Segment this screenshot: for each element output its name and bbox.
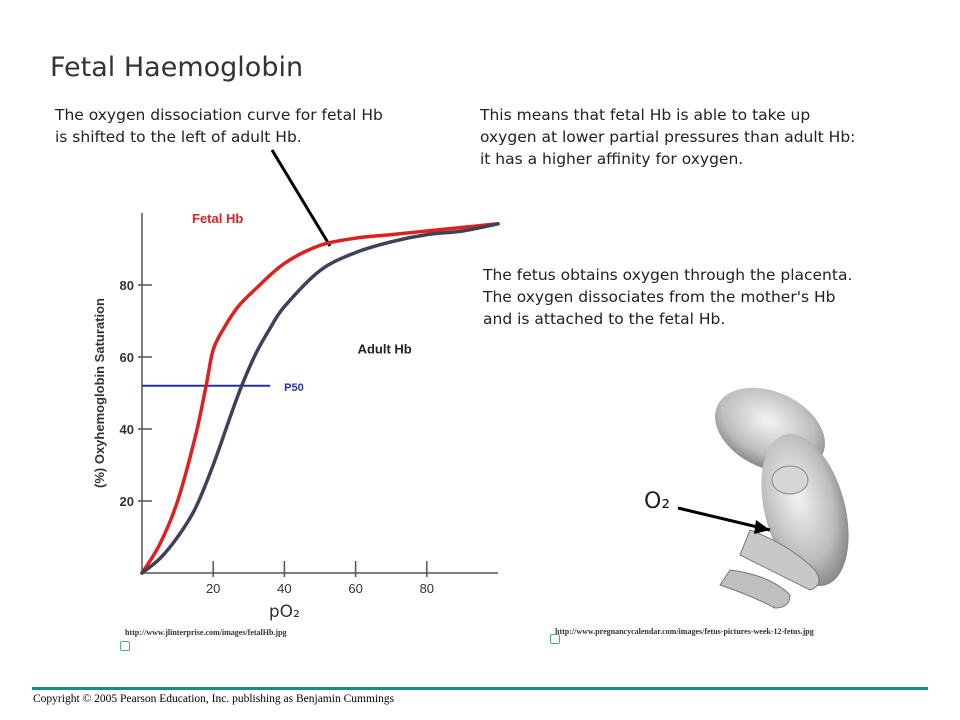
slide-title: Fetal Haemoglobin bbox=[50, 52, 304, 83]
footer-divider bbox=[32, 687, 928, 690]
paragraph-line: is shifted to the left of adult Hb. bbox=[55, 128, 302, 146]
series-label-adult: Adult Hb bbox=[357, 341, 412, 357]
y-tick-label: 20 bbox=[119, 494, 134, 509]
link-icon bbox=[120, 641, 130, 651]
chart-series-group bbox=[142, 224, 498, 573]
oxygen-dissociation-chart bbox=[80, 185, 510, 625]
fetus-illustration bbox=[640, 380, 860, 620]
paragraph-line: oxygen at lower partial pressures than adult Hb: bbox=[480, 128, 856, 146]
y-tick-label: 40 bbox=[119, 422, 134, 437]
o2-label: O₂ bbox=[644, 489, 671, 514]
x-axis-title: pO₂ bbox=[268, 602, 300, 622]
paragraph-line: The oxygen dissociation curve for fetal Hb bbox=[55, 106, 383, 124]
paragraph-line: The fetus obtains oxygen through the placenta. bbox=[483, 266, 853, 284]
x-tick-label: 40 bbox=[277, 581, 292, 596]
y-tick-label: 80 bbox=[119, 278, 134, 293]
y-axis-title: (%) Oxyhemoglobin Saturation bbox=[92, 298, 107, 488]
y-tick-label: 60 bbox=[119, 350, 134, 365]
adult-hb-curve bbox=[142, 224, 498, 573]
copyright-text: Copyright © 2005 Pearson Education, Inc. publishing as Benjamin Cummings bbox=[33, 693, 395, 705]
x-tick-label: 80 bbox=[419, 581, 435, 596]
chart-axes bbox=[138, 213, 498, 577]
source-url-chart[interactable]: http://www.jlinterprise.com/images/fetalHb.jpg bbox=[125, 628, 287, 637]
chart-labels-group bbox=[92, 211, 434, 622]
fetal-hb-curve bbox=[142, 224, 498, 573]
source-url-fetus[interactable]: http://www.pregnancycalendar.com/images/fetus-pictures-week-12-fetus.jpg bbox=[555, 627, 814, 636]
series-label-fetal: Fetal Hb bbox=[192, 211, 244, 226]
paragraph-line: and is attached to the fetal Hb. bbox=[483, 310, 726, 328]
x-tick-label: 60 bbox=[348, 581, 363, 596]
x-tick-label: 20 bbox=[205, 581, 221, 596]
paragraph-line: The oxygen dissociates from the mother's Hb bbox=[483, 288, 836, 306]
link-icon bbox=[550, 634, 560, 644]
p50-label: P50 bbox=[284, 381, 304, 394]
paragraph-line: it has a higher affinity for oxygen. bbox=[480, 150, 744, 168]
paragraph-line: This means that fetal Hb is able to take up bbox=[480, 106, 811, 124]
